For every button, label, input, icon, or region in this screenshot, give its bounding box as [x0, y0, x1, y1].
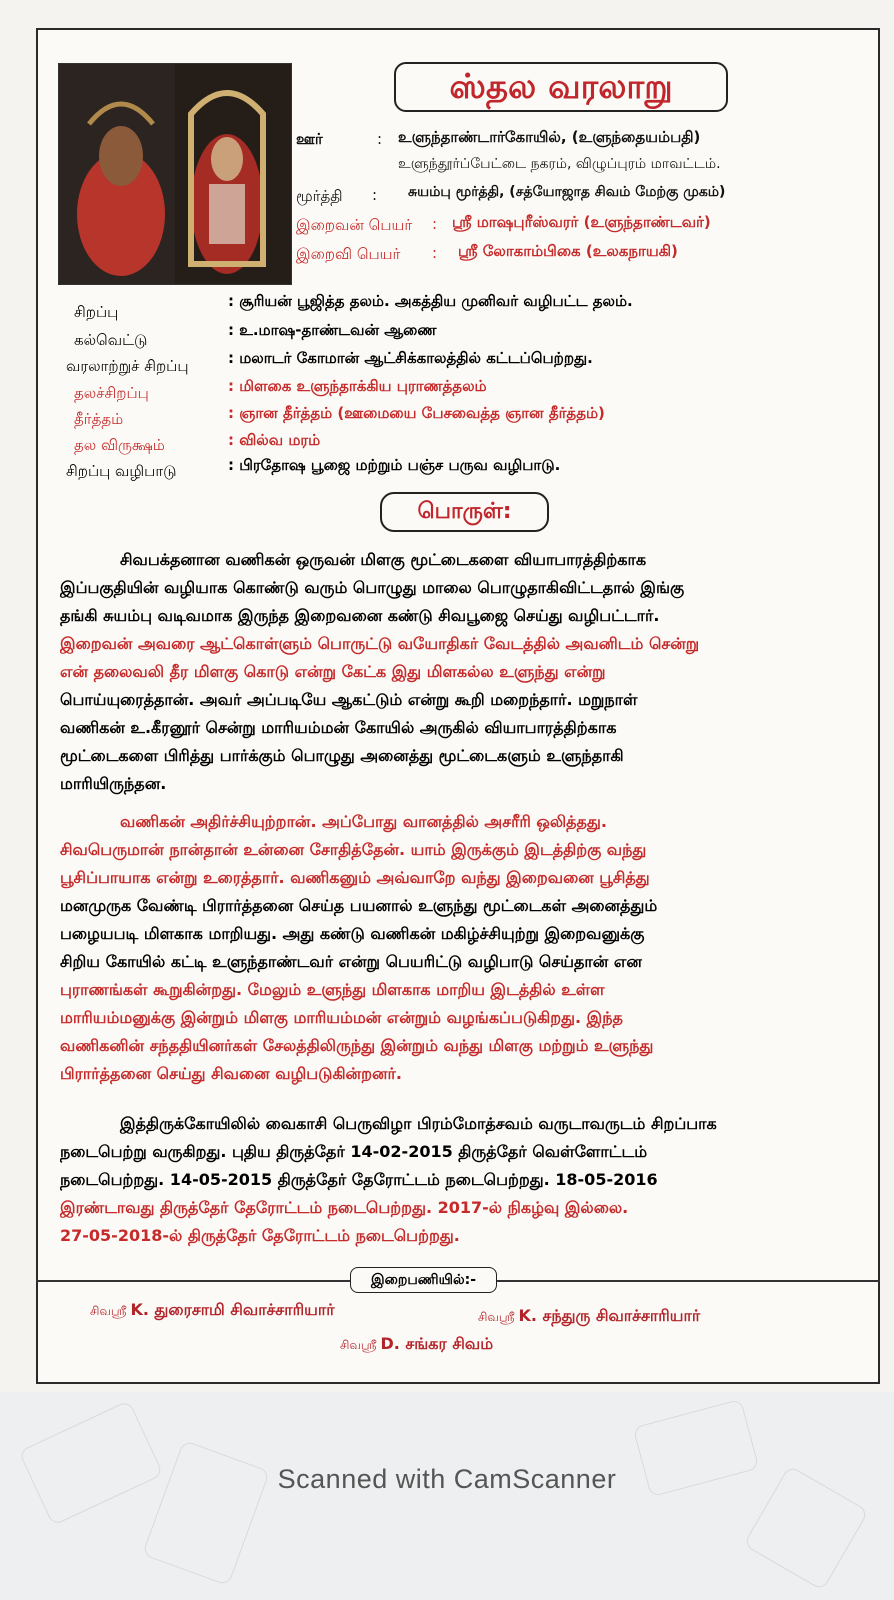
detail-value-viruksham: : வில்வ மரம் — [228, 431, 321, 449]
field-oor-sep: : — [377, 130, 383, 148]
detail-label-vazhipadu: சிறப்பு வழிபாடு — [66, 462, 177, 480]
para2-line: பிரார்த்தனை செய்து சிவனை வழிபடுகின்றனர். — [60, 1064, 402, 1083]
page-title: ஸ்தல வரலாறு — [394, 62, 728, 112]
para1-line: மூட்டைகளை பிரித்து பார்க்கும் பொழுது அனைத்து மூட்டைகளும் உளுந்தாகி — [60, 746, 624, 765]
priest-3: சிவஸ்ரீ D. சங்கர சிவம் — [340, 1334, 494, 1353]
field-iraivan-sep: : — [432, 215, 438, 233]
field-iraivi-sep: : — [432, 244, 438, 262]
detail-value-vazhipadu: : பிரதோஷ பூஜை மற்றும் பஞ்ச பருவ வழிபாடு. — [228, 456, 561, 474]
field-iraivan-value: ஸ்ரீ மாஷபுரீஸ்வரர் (உளுந்தாண்டவர்) — [452, 213, 711, 231]
para3-line: இத்திருக்கோயிலில் வைகாசி பெருவிழா பிரம்மோத்சவம் வருடாவருடம் சிறப்பாக — [120, 1114, 717, 1133]
scanner-footer — [0, 1392, 894, 1600]
priest-1: சிவஸ்ரீ K. துரைசாமி சிவாச்சாரியார் — [90, 1300, 335, 1319]
detail-label-sirappu: சிறப்பு — [74, 303, 119, 321]
detail-value-theertham: : ஞான தீர்த்தம் (ஊமையை பேசவைத்த ஞான தீர்த்தம்) — [228, 404, 605, 422]
para2-line: பழையபடி மிளகாக மாறியது. அது கண்டு வணிகன் மகிழ்ச்சியுற்று இறைவனுக்கு — [60, 924, 645, 943]
para2-line: பூசிப்பாயாக என்று உரைத்தார். வணிகனும் அவ்வாறே வந்து இறைவனை பூசித்து — [60, 868, 650, 887]
decorative-shape — [142, 1440, 270, 1586]
para1-line: சிவபக்தனான வணிகன் ஒருவன் மிளகு மூட்டைகளை வியாபாரத்திற்காக — [120, 550, 647, 569]
field-moorthi-value: சுயம்பு மூர்த்தி, (சத்யோஜாத சிவம் மேற்கு முகம்) — [408, 184, 726, 200]
para2-line: மாரியம்மனுக்கு இன்றும் மிளகு மாரியம்மன் என்றும் வழங்கப்படுகிறது. இந்த — [60, 1008, 623, 1027]
detail-label-thalasirappu: தலச்சிறப்பு — [74, 384, 149, 402]
para1-line: வணிகன் உ.கீரனூர் சென்று மாரியம்மன் கோயில் அருகில் வியாபாரத்திற்காக — [60, 718, 617, 737]
service-label: இறைபணியில்:- — [350, 1267, 497, 1293]
para3-line: நடைபெற்று வருகிறது. புதிய திருத்தேர் 14-02-2015 திருத்தேர் வெள்ளோட்டம் — [60, 1142, 648, 1161]
para3-line: இரண்டாவது திருத்தேர் தேரோட்டம் நடைபெற்றது. 2017-ல் நிகழ்வு இல்லை. — [60, 1198, 629, 1217]
detail-value-sirappu: : சூரியன் பூஜித்த தலம். அகத்திய முனிவர் வழிபட்ட தலம். — [228, 292, 633, 310]
para2-line: மனமுருக வேண்டி பிரார்த்தனை செய்த பயனால் உளுந்து மூட்டைகள் அனைத்தும் — [60, 896, 658, 915]
para2-line: சிவபெருமான் நான்தான் உன்னை சோதித்தேன். யாம் இருக்கும் இடத்திற்கு வந்து — [60, 840, 647, 859]
para1-line: இப்பகுதியின் வழியாக கொண்டு வரும் பொழுது மாலை பொழுதாகிவிட்டதால் இங்கு — [60, 578, 685, 597]
porul-heading: பொருள்: — [380, 492, 549, 532]
festival-paragraph — [60, 1110, 870, 1250]
para1-line: பொய்யுரைத்தான். அவர் அப்படியே ஆகட்டும் என்று கூறி மறைந்தார். மறுநாள் — [60, 690, 638, 709]
camscanner-watermark: Scanned with CamScanner — [277, 1464, 617, 1494]
detail-label-varalaru: வரலாற்றுச் சிறப்பு — [66, 357, 189, 375]
para2-line: வணிகனின் சந்ததியினர்கள் சேலத்திலிருந்து இன்றும் வந்து மிளகு மற்றும் உளுந்து — [60, 1036, 654, 1055]
field-iraivan-label: இறைவன் பெயர் — [296, 216, 413, 234]
detail-label-kalvettu: கல்வெட்டு — [74, 331, 148, 349]
priest-2: சிவஸ்ரீ K. சந்துரு சிவாச்சாரியார் — [478, 1306, 701, 1325]
story-paragraph-2 — [60, 808, 870, 1088]
field-oor-label: ஊர் — [296, 130, 323, 148]
detail-label-viruksham: தல விருக்ஷம் — [74, 436, 165, 454]
para3-line: 27-05-2018-ல் திருத்தேர் தேரோட்டம் நடைபெற்றது. — [60, 1226, 460, 1245]
field-oor-value: உளுந்தாண்டார்கோயில், (உளுந்தையம்பதி) — [398, 128, 701, 146]
para1-line: இறைவன் அவரை ஆட்கொள்ளும் பொருட்டு வயோதிகர் வேடத்தில் அவனிடம் சென்று — [60, 634, 700, 653]
field-iraivi-label: இறைவி பெயர் — [296, 245, 401, 263]
story-paragraph-1 — [60, 546, 870, 798]
para2-line: வணிகன் அதிர்ச்சியுற்றான். அப்போது வானத்தில் அசரீரி ஒலித்தது. — [120, 812, 607, 831]
field-iraivi-value: ஸ்ரீ லோகாம்பிகை (உலகநாயகி) — [458, 242, 678, 260]
detail-value-thalasirappu: : மிளகை உளுந்தாக்கிய புராணத்தலம் — [228, 377, 487, 395]
field-moorthi-label: மூர்த்தி — [296, 187, 343, 205]
detail-value-varalaru: : மலாடர் கோமான் ஆட்சிக்காலத்தில் கட்டப்பெற்றது. — [228, 349, 593, 367]
para3-line: நடைபெற்றது. 14-05-2015 திருத்தேர் தேரோட்டம் நடைபெற்றது. 18-05-2016 — [60, 1170, 658, 1189]
field-oor-value-2: உளுந்தூர்ப்பேட்டை நகரம், விழுப்புரம் மாவட்டம். — [398, 156, 721, 172]
deity-photo — [58, 63, 292, 285]
field-moorthi-sep: : — [372, 186, 378, 204]
decorative-shape — [18, 1400, 163, 1526]
para1-line: என் தலைவலி தீர மிளகு கொடு என்று கேட்க இது மிளகல்ல உளுந்து என்று — [60, 662, 606, 681]
detail-label-theertham: தீர்த்தம் — [74, 410, 124, 428]
detail-value-kalvettu: : உ.மாஷ-தாண்டவன் ஆணை — [228, 321, 437, 339]
para2-line: சிறிய கோயில் கட்டி உளுந்தாண்டவர் என்று பெயரிட்டு வழிபாடு செய்தான் என — [60, 952, 642, 971]
para2-line: புராணங்கள் கூறுகின்றது. மேலும் உளுந்து மிளகாக மாறிய இடத்தில் உள்ள — [60, 980, 605, 999]
para1-line: மாரியிருந்தன. — [60, 774, 167, 793]
para1-line: தங்கி சுயம்பு வடிவமாக இருந்த இறைவனை கண்டு சிவபூஜை செய்து வழிபட்டார். — [60, 606, 660, 625]
